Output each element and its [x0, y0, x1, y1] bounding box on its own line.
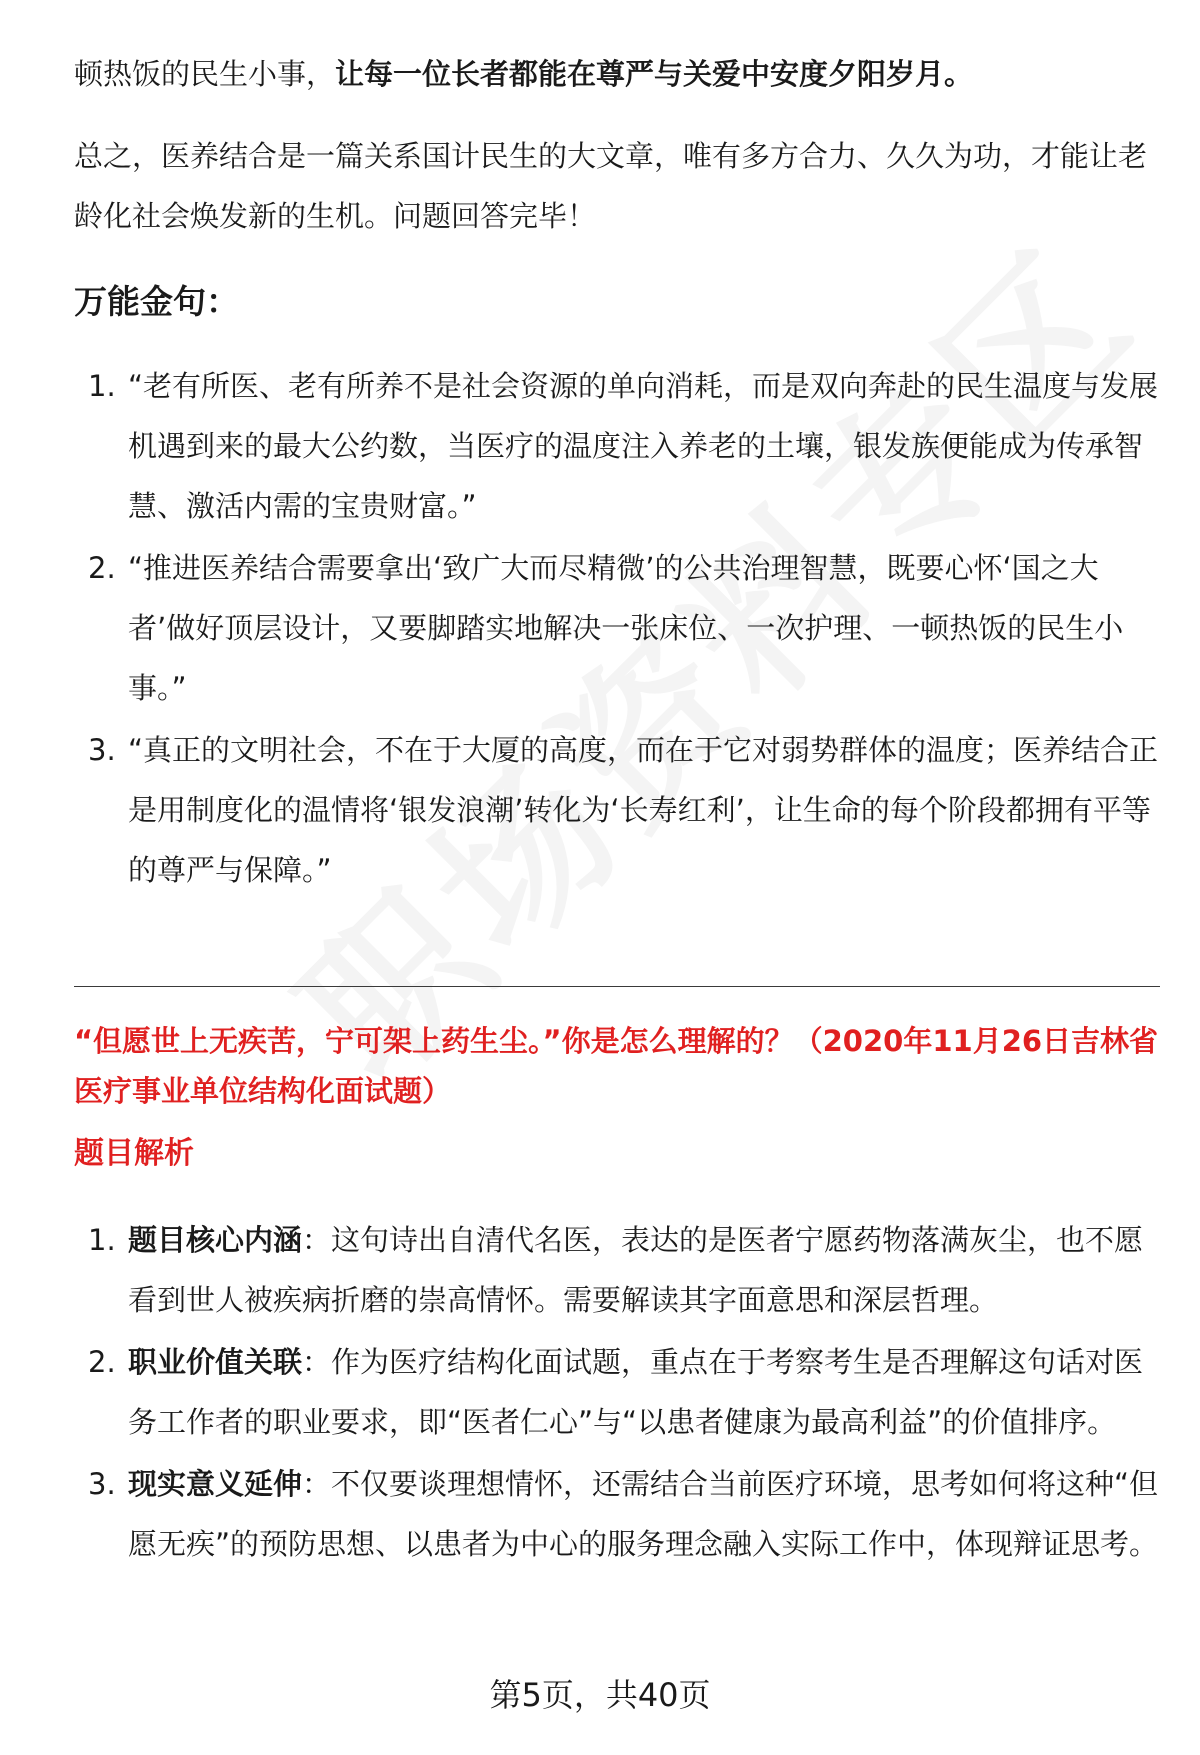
page-footer: 第5页，共40页 [489, 1676, 711, 1714]
list-item [74, 538, 1160, 718]
list-number: 1. [88, 369, 116, 403]
list-item [74, 1454, 1160, 1574]
quote-text: “推进医养结合需要拿出‘致广大而尽精微’的公共治理智慧，既要心怀‘国之大者’做好顶层设计，又要脚踏实地解决一张床位、一次护理、一顿热饭的民生小事。” [128, 551, 1124, 705]
analysis-list [74, 1210, 1160, 1574]
analysis-label: 职业价值关联 [128, 1345, 303, 1379]
continuation-text: 顿热饭的民生小事， [74, 57, 336, 91]
continuation-paragraph [74, 44, 1160, 104]
list-number: 2. [88, 1345, 116, 1379]
summary-paragraph: 总之，医养结合是一篇关系国计民生的大文章，唯有多方合力、久久为功，才能让老龄化社会焕发新的生机。问题回答完毕！ [74, 139, 1148, 233]
list-number: 3. [88, 733, 116, 767]
quote-text: “真正的文明社会，不在于大厦的高度，而在于它对弱势群体的温度；医养结合正是用制度化的温情将‘银发浪潮’转化为‘长寿红利’，让生命的每个阶段都拥有平等的尊严与保障。” [128, 733, 1159, 887]
list-item [74, 1210, 1160, 1330]
section-divider [74, 986, 1160, 987]
analysis-text: ：这句诗出自清代名医，表达的是医者宁愿药物落满灰尘，也不愿看到世人被疾病折磨的崇高情怀。需要解读其字面意思和深层哲理。 [128, 1223, 1144, 1317]
analysis-heading: 题目解析 [74, 1136, 194, 1171]
analysis-label: 题目核心内涵 [128, 1223, 303, 1257]
list-item [74, 356, 1160, 536]
list-number: 2. [88, 551, 116, 585]
golden-quotes-heading: 万能金句： [74, 282, 239, 321]
analysis-label: 现实意义延伸 [128, 1467, 303, 1501]
analysis-text: ：不仅要谈理想情怀，还需结合当前医疗环境，思考如何将这种“但愿无疾”的预防思想、以患者为中心的服务理念融入实际工作中，体现辩证思考。 [128, 1467, 1159, 1561]
question-title: “但愿世上无疾苦，宁可架上药生尘。”你是怎么理解的？（2020年11月26日吉林省医疗事业单位结构化面试题） [74, 1024, 1159, 1108]
list-number: 3. [88, 1467, 116, 1501]
list-item [74, 1332, 1160, 1452]
quote-text: “老有所医、老有所养不是社会资源的单向消耗，而是双向奔赴的民生温度与发展机遇到来的最大公约数，当医疗的温度注入养老的土壤，银发族便能成为传承智慧、激活内需的宝贵财富。” [128, 369, 1159, 523]
golden-quotes-list [74, 356, 1160, 900]
analysis-text: ：作为医疗结构化面试题，重点在于考察考生是否理解这句话对医务工作者的职业要求，即“医者仁心”与“以患者健康为最高利益”的价值排序。 [128, 1345, 1144, 1439]
continuation-bold-text: 让每一位长者都能在尊严与关爱中安度夕阳岁月。 [335, 57, 974, 91]
list-item [74, 720, 1160, 900]
list-number: 1. [88, 1223, 116, 1257]
